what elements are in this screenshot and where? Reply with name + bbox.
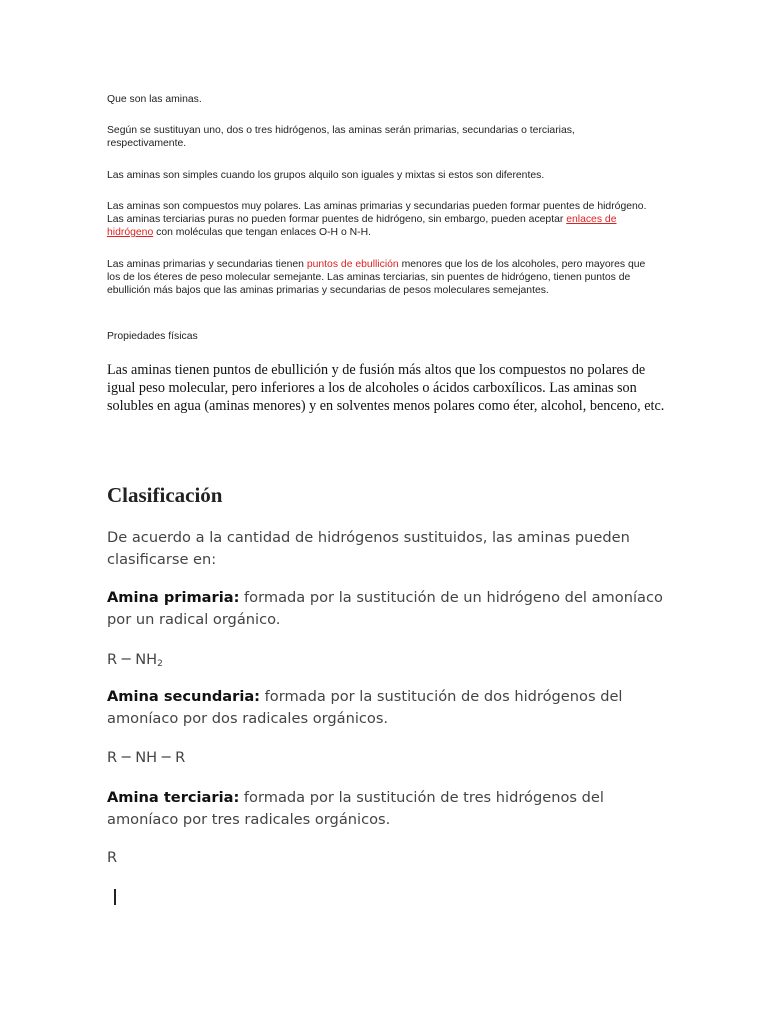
primary-formula-subscript: 2: [157, 659, 163, 669]
secondary-amine-definition: [107, 686, 667, 730]
polarity-text-start: Las aminas son compuestos muy polares. Las aminas primarias y secundarias pueden formar puentes de hidrógeno. Las aminas terciarias puras no pueden formar puentes de hidrógeno, sin embargo, pueden aceptar: [107, 201, 647, 225]
hydrogen-bonds-link[interactable]: enlaces de hidrógeno: [107, 214, 617, 238]
intro-paragraph-substitution: Según se sustituyan uno, dos o tres hidrógenos, las aminas serán primarias, secundarias o terciarias, respectivamente.: [107, 125, 575, 149]
tertiary-amine-definition: [107, 787, 667, 831]
intro-paragraph-simple-mixed: Las aminas son simples cuando los grupos alquilo son iguales y mixtas si estos son diferentes.: [107, 170, 545, 181]
secondary-amine-label: Amina secundaria:: [107, 688, 261, 705]
classification-intro: De acuerdo a la cantidad de hidrógenos sustituidos, las aminas pueden clasificarse en:: [107, 529, 630, 568]
intro-paragraph-polarity: [107, 200, 647, 239]
boiling-points-link[interactable]: puntos de ebullición: [306, 259, 399, 270]
primary-amine-formula: [107, 649, 667, 675]
tertiary-formula-vertical-bond: [114, 889, 116, 905]
tertiary-amine-formula: R: [107, 849, 118, 866]
primary-amine-text: formada por la sustitución de un hidrógeno del amoníaco por un radical orgánico.: [107, 589, 663, 628]
boiling-text-start: Las aminas primarias y secundarias tienen: [107, 259, 307, 270]
tertiary-amine-text: formada por la sustitución de tres hidrógenos del amoníaco por tres radicales orgánicos.: [107, 789, 604, 828]
boiling-text-end: menores que los de los alcoholes, pero mayores que los de los éteres de peso molecular semejante. Las aminas terciarias, sin puentes de hidrógeno, tienen puntos de ebullición más bajos que las aminas primarias y secundarias de pesos moleculares semejantes.: [107, 259, 646, 296]
physical-properties-paragraph: Las aminas tienen puntos de ebullición y de fusión más altos que los compuestos no polares de igual peso molecular, pero inferiores a los de alcoholes o ácidos carboxílicos. Las aminas son solubles en agua (aminas menores) y en solventes menos polares como éter, alcohol, benceno, etc.: [107, 362, 665, 414]
intro-paragraph-boiling-points: [107, 258, 647, 297]
polarity-text-end: con moléculas que tengan enlaces O-H o N-H.: [153, 227, 371, 238]
classification-heading: Clasificación: [107, 483, 223, 507]
tertiary-amine-label: Amina terciaria:: [107, 789, 240, 806]
primary-formula-main: R ─ NH: [107, 651, 158, 668]
intro-question: Que son las aminas.: [107, 94, 202, 105]
secondary-amine-formula: R ─ NH ─ R: [107, 749, 186, 766]
primary-amine-definition: [107, 587, 667, 631]
secondary-amine-text: formada por la sustitución de dos hidrógenos del amoníaco por dos radicales orgánicos.: [107, 688, 623, 727]
physical-properties-subheading: Propiedades físicas: [107, 331, 198, 342]
primary-amine-label: Amina primaria:: [107, 589, 240, 606]
